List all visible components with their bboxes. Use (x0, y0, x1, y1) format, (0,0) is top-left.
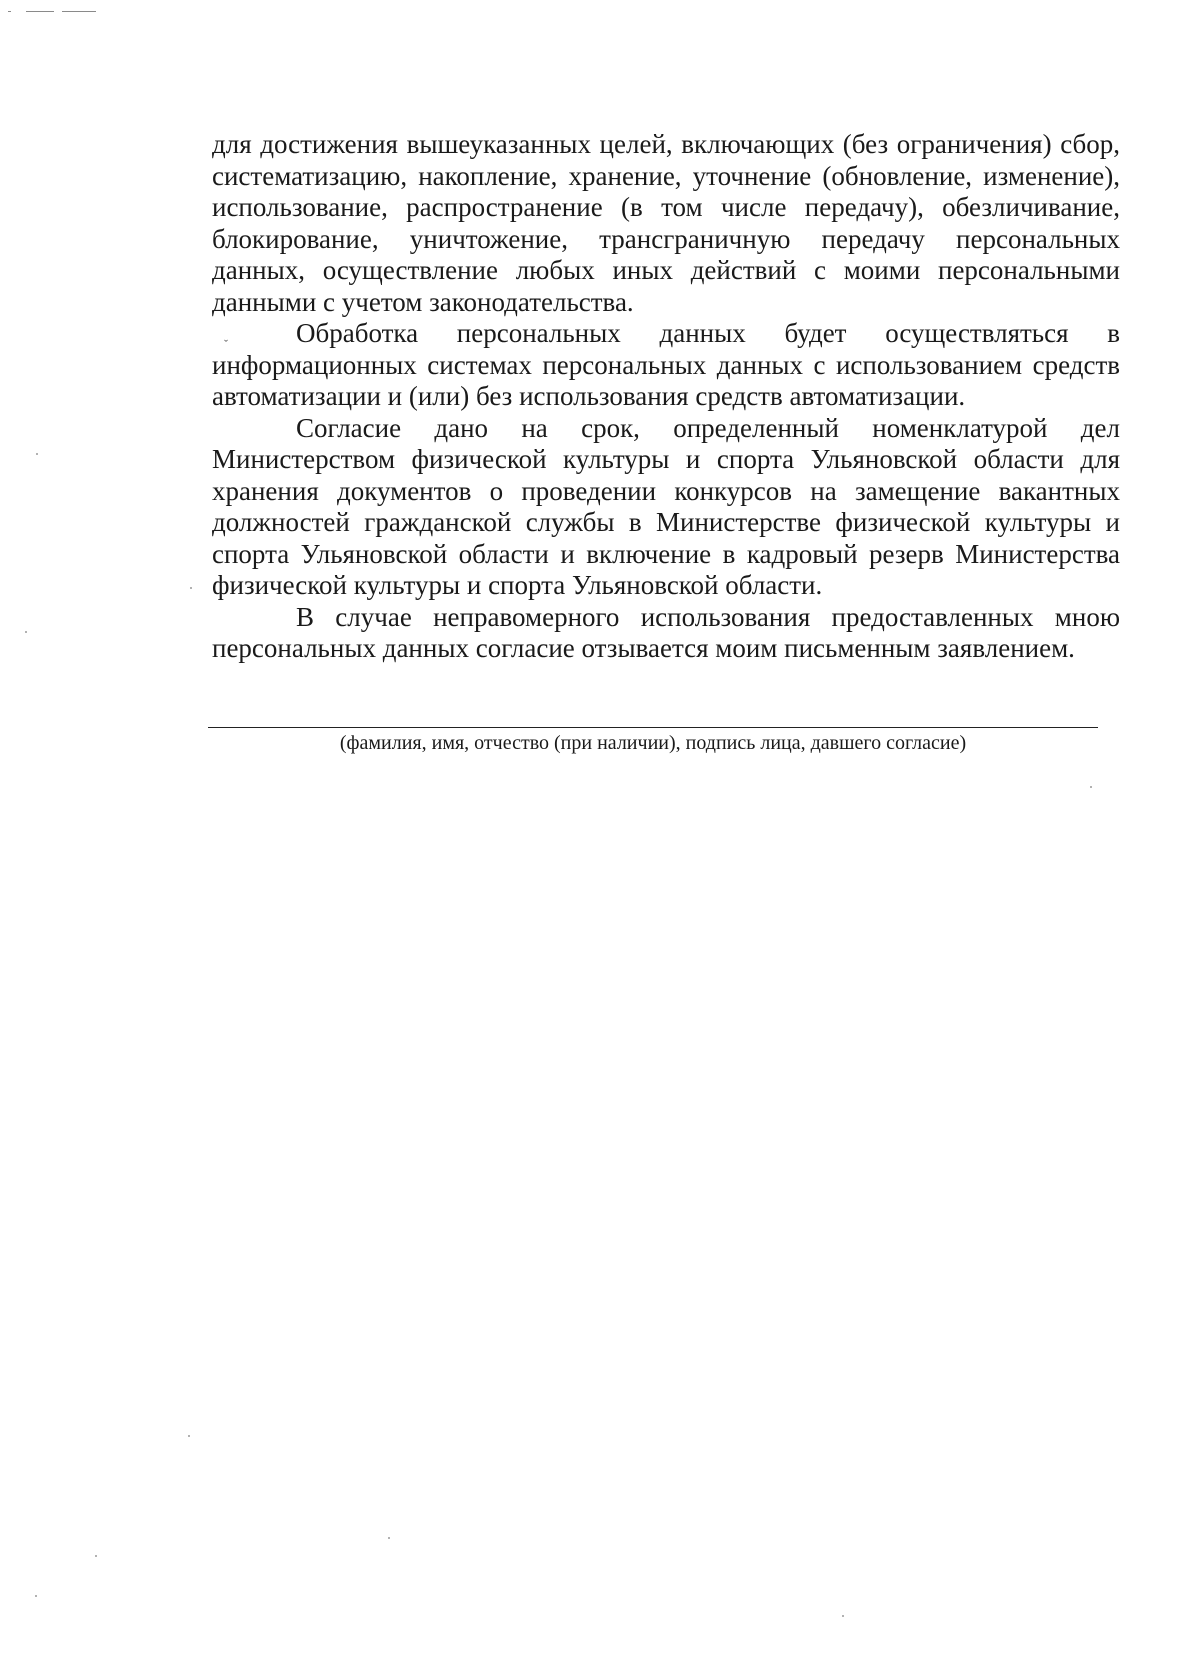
scan-artifact (26, 11, 54, 12)
scan-dot (25, 631, 27, 633)
scan-dot (188, 1435, 190, 1437)
scan-dot (388, 1537, 390, 1539)
scan-dot (95, 1555, 97, 1557)
scan-speck: ˇ (224, 337, 228, 351)
signature-caption: (фамилия, имя, отчество (при наличии), подпись лица, давшего согласие) (339, 732, 967, 754)
paragraph-processing-actions: для достижения вышеуказанных целей, включающих (без ограничения) сбор, систематизацию, накопление, хранение, уточнение (обновление, изменение), использование, распространение (в том числе передачу), обезличивание, блокирование, уничтожение, трансграничную передачу персональных данных, осуществление любых иных действий с моими персональными данными с учетом законодательства. (212, 129, 1120, 317)
scan-artifact (62, 11, 96, 12)
document-body (212, 129, 1120, 665)
scan-dot (1090, 786, 1092, 788)
signature-line (208, 727, 1098, 728)
paragraph-consent-term: Согласие дано на срок, определенный номенклатурой дел Министерством физической культуры и спорта Ульяновской области для хранения документов о проведении конкурсов на замещение вакантных должностей гражданской службы в Министерстве физической культуры и спорта Ульяновской области и включение в кадровый резерв Министерства физической культуры и спорта Ульяновской области. (212, 412, 1120, 600)
scan-dot (190, 587, 192, 589)
scan-artifact (8, 11, 11, 12)
scan-dot (36, 453, 38, 455)
paragraph-consent-revocation: В случае неправомерного использования предоставленных мною персональных данных согласие отзывается моим письменным заявлением. (212, 601, 1120, 663)
scan-dot (35, 1595, 37, 1597)
scan-dot (842, 1615, 844, 1617)
paragraph-processing-systems: Обработка персональных данных будет осуществляться в информационных системах персональных данных с использованием средств автоматизации и (или) без использования средств автоматизации. (212, 318, 1120, 411)
